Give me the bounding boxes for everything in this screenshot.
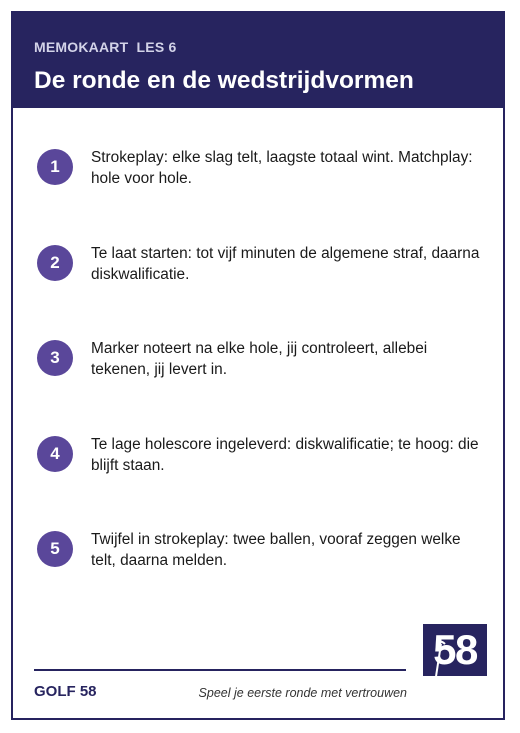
list-item-3 [37,338,487,398]
card-kicker: MEMOKAART LES 6 [34,39,177,55]
list-item-4 [37,434,487,494]
memo-card [11,11,505,720]
list-item-5 [37,529,487,589]
card-title: De ronde en de wedstrijdvormen [34,67,414,94]
footer-divider [34,669,406,671]
list-item-2 [37,243,487,303]
list-item-1 [37,147,487,207]
golf-club-icon [423,624,487,704]
item-text: Marker noteert na elke hole, jij controleert, allebei tekenen, jij levert in. [91,340,428,378]
item-text: Strokeplay: elke slag telt, laagste totaal wint. Matchplay: hole voor hole. [91,149,473,187]
logo-number: 58 [433,626,477,673]
footer-tagline: Speel je eerste ronde met vertrouwen [198,686,407,700]
item-number-badge: 5 [37,531,73,567]
item-number-badge: 3 [37,340,73,376]
item-text: Twijfel in strokeplay: twee ballen, vooraf zeggen welke telt, daarna melden. [91,531,461,569]
golf58-logo [423,624,487,676]
item-number-badge: 1 [37,149,73,185]
item-text: Te laat starten: tot vijf minuten de algemene straf, daarna diskwalificatie. [91,245,480,283]
item-number-badge: 4 [37,436,73,472]
footer-brand: GOLF 58 [34,683,97,700]
item-text: Te lage holescore ingeleverd: diskwalificatie; te hoog: die blijft staan. [91,436,479,474]
card-header [13,13,503,108]
item-number-badge: 2 [37,245,73,281]
